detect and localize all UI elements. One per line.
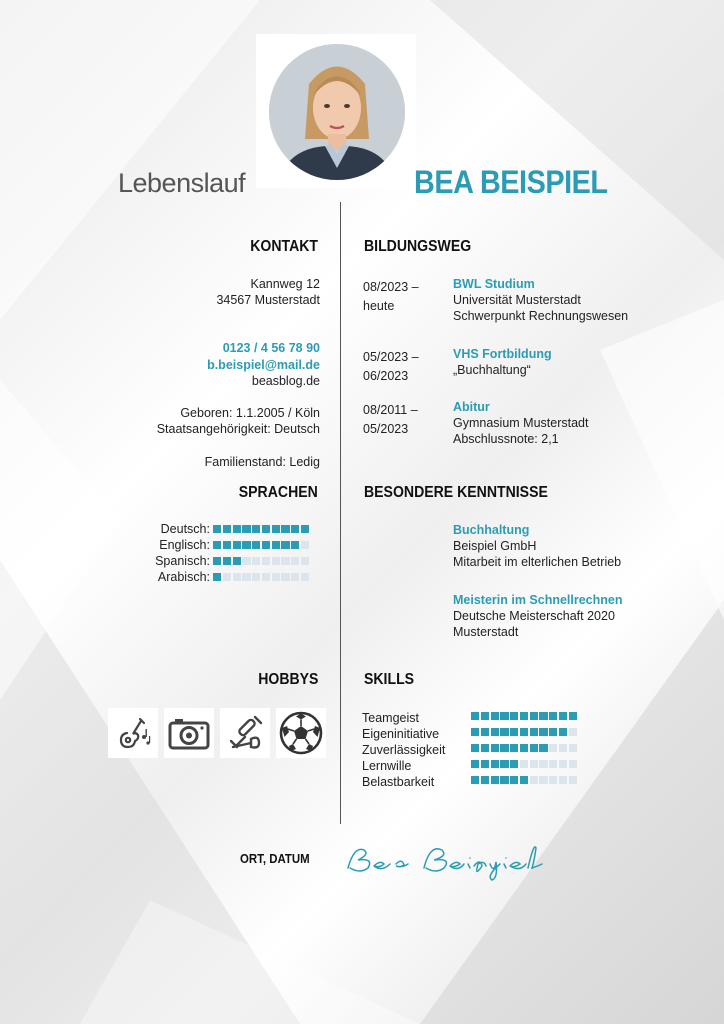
education-date-start: 05/2023 – <box>363 350 419 364</box>
skill-label: Eigeninitiative <box>362 727 440 741</box>
level-square <box>291 573 299 581</box>
level-square <box>281 525 289 533</box>
level-square <box>252 573 260 581</box>
level-square <box>262 573 270 581</box>
education-title: BWL Studium <box>453 277 535 291</box>
person-name: BEA BEISPIEL <box>414 164 608 200</box>
level-square <box>291 525 299 533</box>
special-skill-detail: Mitarbeit im elterlichen Betrieb <box>453 555 622 569</box>
level-square <box>481 712 489 720</box>
language-level-bar <box>213 525 309 533</box>
languages-heading: SPRACHEN <box>238 484 318 501</box>
level-square <box>569 776 577 784</box>
level-square <box>520 776 528 784</box>
level-square <box>471 728 479 736</box>
education-detail: Abschlussnote: 2,1 <box>453 432 559 446</box>
level-square <box>530 712 538 720</box>
level-square <box>549 744 557 752</box>
contact-heading: KONTAKT <box>250 238 318 255</box>
skill-label: Belastbarkeit <box>362 775 435 789</box>
language-label: Deutsch: <box>160 522 210 536</box>
level-square <box>481 728 489 736</box>
special-skill-title: Meisterin im Schnellrechnen <box>453 593 623 607</box>
signature <box>344 838 544 887</box>
level-square <box>569 712 577 720</box>
level-square <box>520 760 528 768</box>
level-square <box>242 557 250 565</box>
column-divider <box>340 202 341 824</box>
level-square <box>471 760 479 768</box>
baking-icon <box>220 708 270 758</box>
level-square <box>252 541 260 549</box>
level-square <box>223 525 231 533</box>
skill-level-bar <box>471 712 577 720</box>
soccer-ball-icon <box>276 708 326 758</box>
level-square <box>559 776 567 784</box>
level-square <box>491 712 499 720</box>
contact-birth: Geboren: 1.1.2005 / Köln <box>180 406 320 420</box>
level-square <box>559 728 567 736</box>
level-square <box>500 728 508 736</box>
hobbies-heading: HOBBYS <box>257 671 318 688</box>
level-square <box>539 728 547 736</box>
level-square <box>233 557 241 565</box>
place-date-label: ORT, DATUM <box>240 851 310 866</box>
special-skill-detail: Musterstadt <box>453 625 519 639</box>
level-square <box>233 541 241 549</box>
level-square <box>481 760 489 768</box>
guitar-music-icon <box>108 708 158 758</box>
level-square <box>510 728 518 736</box>
education-heading: BILDUNGSWEG <box>364 238 472 255</box>
special-skill-title: Buchhaltung <box>453 523 530 537</box>
level-square <box>242 573 250 581</box>
level-square <box>471 712 479 720</box>
level-square <box>301 525 309 533</box>
level-square <box>539 760 547 768</box>
level-square <box>500 712 508 720</box>
level-square <box>539 776 547 784</box>
contact-nationality: Staatsangehörigkeit: Deutsch <box>156 422 320 436</box>
camera-icon <box>164 708 214 758</box>
contact-street: Kannweg 12 <box>250 277 320 291</box>
level-square <box>272 573 280 581</box>
document-title: Lebenslauf <box>118 168 246 198</box>
level-square <box>471 744 479 752</box>
education-detail: Universität Musterstadt <box>453 293 581 307</box>
hobby-icons <box>108 708 326 758</box>
level-square <box>262 525 270 533</box>
level-square <box>530 744 538 752</box>
level-square <box>491 728 499 736</box>
level-square <box>272 557 280 565</box>
level-square <box>549 760 557 768</box>
level-square <box>491 776 499 784</box>
level-square <box>500 776 508 784</box>
level-square <box>272 525 280 533</box>
level-square <box>242 541 250 549</box>
level-square <box>223 557 231 565</box>
level-square <box>510 776 518 784</box>
level-square <box>491 744 499 752</box>
contact-website[interactable]: beasblog.de <box>251 374 320 388</box>
level-square <box>569 760 577 768</box>
level-square <box>539 712 547 720</box>
level-square <box>559 760 567 768</box>
education-title: Abitur <box>453 400 490 414</box>
level-square <box>242 525 250 533</box>
level-square <box>530 760 538 768</box>
level-square <box>559 712 567 720</box>
level-square <box>481 776 489 784</box>
skills-heading: SKILLS <box>364 671 415 688</box>
level-square <box>520 728 528 736</box>
level-square <box>520 712 528 720</box>
skill-level-bar <box>471 776 577 784</box>
level-square <box>549 712 557 720</box>
special-skill-detail: Deutsche Meisterschaft 2020 <box>453 609 615 623</box>
level-square <box>530 776 538 784</box>
level-square <box>491 760 499 768</box>
level-square <box>262 541 270 549</box>
level-square <box>213 573 221 581</box>
level-square <box>510 760 518 768</box>
education-date-end: 05/2023 <box>363 422 409 436</box>
level-square <box>549 776 557 784</box>
language-level-bar <box>213 557 309 565</box>
level-square <box>272 541 280 549</box>
contact-phone: 0123 / 4 56 78 90 <box>222 341 320 355</box>
level-square <box>213 557 221 565</box>
level-square <box>500 744 508 752</box>
level-square <box>213 525 221 533</box>
level-square <box>223 541 231 549</box>
skill-level-bar <box>471 728 577 736</box>
education-date-start: 08/2023 – <box>363 280 419 294</box>
language-label: Arabisch: <box>157 570 210 584</box>
level-square <box>281 557 289 565</box>
education-detail: Schwerpunkt Rechnungswesen <box>453 309 629 323</box>
level-square <box>233 525 241 533</box>
level-square <box>213 541 221 549</box>
special-skills-heading: BESONDERE KENNTNISSE <box>364 484 548 501</box>
level-square <box>262 557 270 565</box>
level-square <box>252 557 260 565</box>
language-level-bar <box>213 541 309 549</box>
skill-level-bar <box>471 744 577 752</box>
level-square <box>301 541 309 549</box>
level-square <box>569 728 577 736</box>
contact-city: 34567 Musterstadt <box>216 293 320 307</box>
education-detail: „Buchhaltung“ <box>453 363 531 377</box>
contact-marital-status: Familienstand: Ledig <box>204 455 320 469</box>
level-square <box>301 557 309 565</box>
level-square <box>471 776 479 784</box>
level-square <box>223 573 231 581</box>
level-square <box>559 744 567 752</box>
education-date-start: 08/2011 – <box>363 403 418 417</box>
level-square <box>301 573 309 581</box>
education-date-end: 06/2023 <box>363 369 409 383</box>
level-square <box>510 744 518 752</box>
level-square <box>510 712 518 720</box>
level-square <box>291 557 299 565</box>
level-square <box>281 541 289 549</box>
level-square <box>291 541 299 549</box>
education-detail: Gymnasium Musterstadt <box>453 416 589 430</box>
level-square <box>569 744 577 752</box>
language-level-bar <box>213 573 309 581</box>
skill-label: Lernwille <box>362 759 412 773</box>
education-title: VHS Fortbildung <box>453 347 552 361</box>
education-date-end: heute <box>363 299 395 313</box>
level-square <box>481 744 489 752</box>
level-square <box>539 744 547 752</box>
level-square <box>520 744 528 752</box>
level-square <box>530 728 538 736</box>
language-label: Spanisch: <box>155 554 210 568</box>
level-square <box>252 525 260 533</box>
skill-level-bar <box>471 760 577 768</box>
level-square <box>549 728 557 736</box>
skill-label: Zuverlässigkeit <box>362 743 446 757</box>
level-square <box>281 573 289 581</box>
special-skill-detail: Beispiel GmbH <box>453 539 537 553</box>
level-square <box>233 573 241 581</box>
language-label: Englisch: <box>159 538 210 552</box>
profile-photo <box>269 44 405 180</box>
contact-email[interactable]: b.beispiel@mail.de <box>207 358 320 372</box>
level-square <box>500 760 508 768</box>
skill-label: Teamgeist <box>362 711 419 725</box>
